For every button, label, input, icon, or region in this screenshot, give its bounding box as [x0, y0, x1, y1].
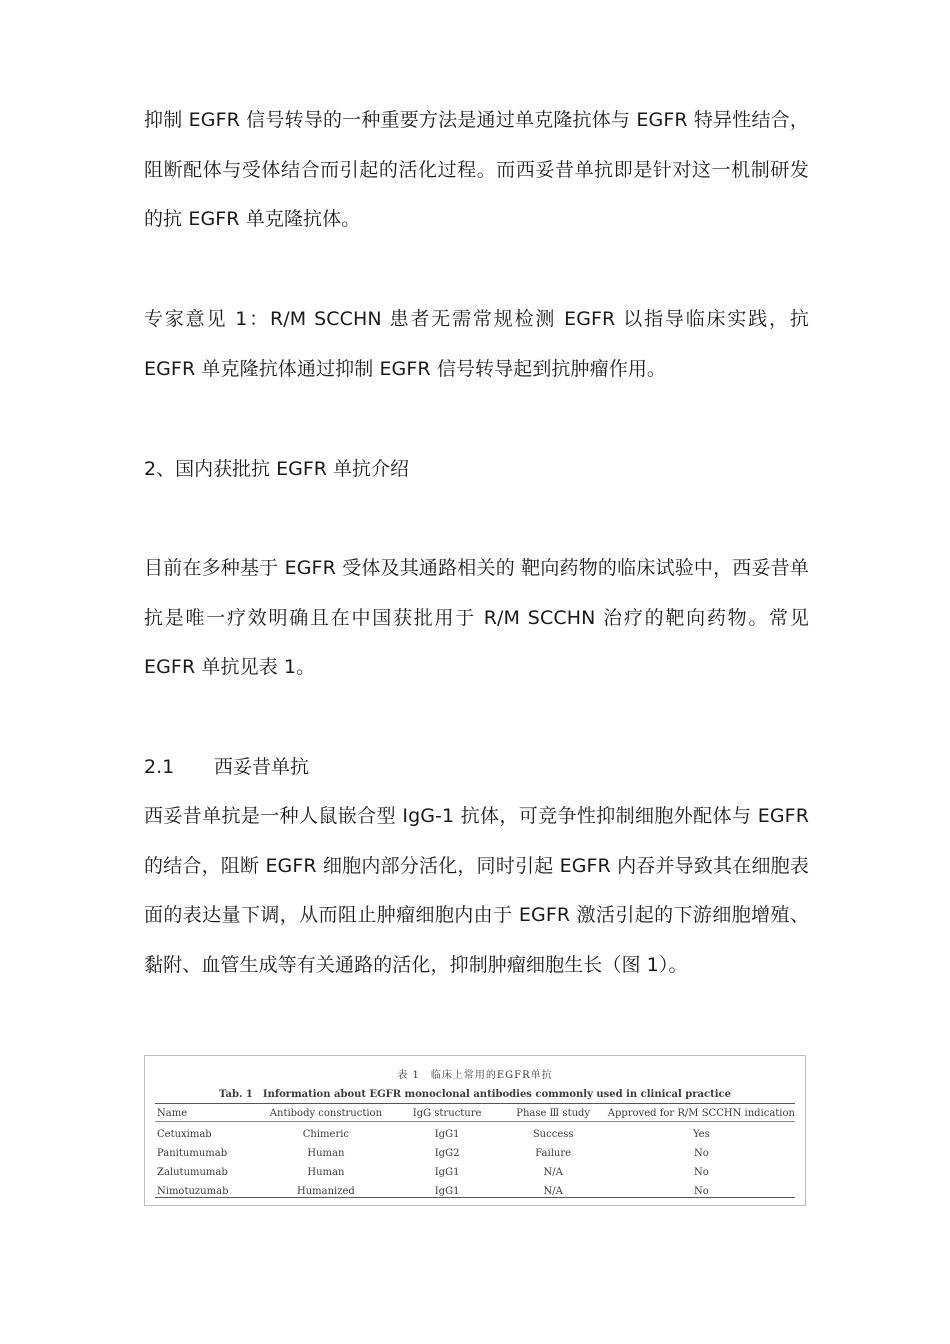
- column-header: IgG structure: [412, 1107, 482, 1119]
- table-cell: Cetuximab: [157, 1129, 212, 1140]
- table-cell: No: [693, 1167, 709, 1178]
- table-cell: No: [693, 1148, 709, 1159]
- table-cell: Yes: [692, 1129, 710, 1140]
- table-1-figure: [144, 1055, 806, 1206]
- table-cell: Panitumumab: [157, 1148, 228, 1159]
- paragraph-egfr-inhibition: 抑制 EGFR 信号转导的一种重要方法是通过单克隆抗体与 EGFR 特异性结合，阻断配体与受体结合而引起的活化过程。而西妥昔单抗即是针对这一机制研发的抗 EGFR 单克隆抗体。: [144, 109, 809, 230]
- table-top-rule: [155, 1103, 795, 1104]
- column-header: Name: [157, 1107, 188, 1119]
- table-title-en: Tab. 1 Information about EGFR monoclonal antibodies commonly used in clinical practice: [219, 1089, 731, 1100]
- table-cell: IgG1: [434, 1186, 460, 1197]
- table-cell: N/A: [543, 1167, 563, 1178]
- section-number: 2.1: [144, 756, 175, 778]
- table-cell: N/A: [543, 1186, 563, 1197]
- egfr-antibody-table: [155, 1105, 795, 1201]
- table-cell: Nimotuzumab: [157, 1186, 229, 1197]
- column-header: Phase Ⅲ study: [516, 1107, 591, 1119]
- table-cell: Failure: [535, 1148, 572, 1159]
- table-bottom-rule: [155, 1197, 795, 1198]
- table-title-cn: 表 1 临床上常用的EGFR单抗: [397, 1070, 553, 1081]
- table-cell: Chimeric: [302, 1129, 350, 1140]
- section-heading-2: 2、国内获批抗 EGFR 单抗介绍: [144, 458, 410, 480]
- table-cell: IgG2: [434, 1148, 460, 1159]
- table-cell: IgG1: [434, 1167, 460, 1178]
- table-row: [155, 1121, 795, 1144]
- section-heading-2-1: [144, 752, 309, 782]
- table-cell: Humanized: [296, 1186, 355, 1197]
- table-row: [155, 1182, 795, 1201]
- table-row: [155, 1163, 795, 1182]
- section-title: 西妥昔单抗: [214, 756, 310, 778]
- table-row: [155, 1144, 795, 1163]
- table-cell: Zalutumumab: [157, 1167, 228, 1178]
- table-cell: Human: [307, 1148, 345, 1159]
- column-header: Approved for R/M SCCHN indication: [607, 1107, 795, 1119]
- table-cell: Success: [532, 1129, 574, 1140]
- paragraph-cetuximab-mechanism: 西妥昔单抗是一种人鼠嵌合型 IgG-1 抗体，可竞争性抑制细胞外配体与 EGFR 的结合，阻断 EGFR 细胞内部分活化，同时引起 EGFR 内吞并导致其在细胞表面的表达量下调，从而阻止肿瘤细胞内由于 EGFR 激活引起的下游细胞增殖、黏附、血管生成等有关通路的活化，抑制肿瘤细胞生长（图 1）。: [144, 805, 809, 976]
- column-header: Antibody construction: [269, 1107, 383, 1119]
- paragraph-expert-opinion-1: 专家意见 1：R/M SCCHN 患者无需常规检测 EGFR 以指导临床实践，抗 EGFR 单克隆抗体通过抑制 EGFR 信号转导起到抗肿瘤作用。: [144, 308, 809, 380]
- table-cell: No: [693, 1186, 709, 1197]
- table-cell: IgG1: [434, 1129, 460, 1140]
- table-cell: Human: [307, 1167, 345, 1178]
- table-header-row: [155, 1105, 795, 1121]
- paragraph-approved-targets: 目前在多种基于 EGFR 受体及其通路相关的 靶向药物的临床试验中，西妥昔单抗是唯一疗效明确且在中国获批用于 R/M SCCHN 治疗的靶向药物。常见 EGFR 单抗见表 1。: [144, 557, 809, 678]
